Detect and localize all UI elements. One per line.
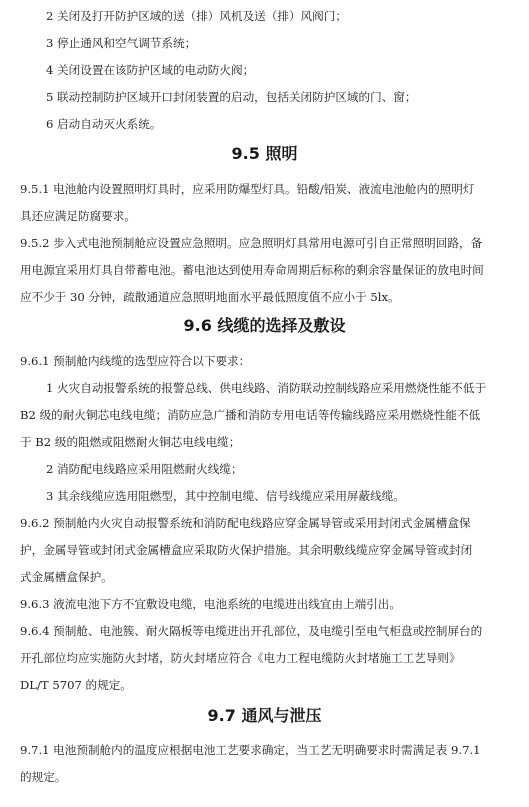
section-heading-9-7: 9.7 通风与泄压	[207, 706, 322, 725]
clause-9-6-2-cont: 式金属槽盒保护。	[20, 570, 113, 584]
clause-9-5-1: 9.5.1 电池舱内设置照明灯具时，应采用防爆型灯具。铅酸/铅炭、液流电池舱内的照明灯	[20, 182, 475, 196]
section-heading-9-5: 9.5 照明	[231, 144, 298, 163]
clause-9-5-2-cont: 用电源宜采用灯具自带蓄电池。蓄电池达到使用寿命周期后标称的剩余容量保证的放电时间	[20, 263, 484, 277]
section-heading-9-6: 9.6 线缆的选择及敷设	[183, 316, 346, 335]
list-item: 3 其余线缆应选用阻燃型，其中控制电缆、信号线缆应采用屏蔽线缆。	[46, 489, 405, 503]
list-item-cont: 于 B2 级的阻燃或阻燃耐火铜芯电线电缆；	[20, 435, 241, 449]
clause-9-7-1-cont: 的规定。	[20, 770, 67, 784]
clause-9-6-4: 9.6.4 预制舱、电池簇、耐火隔板等电缆进出开孔部位，及电缆引至电气柜盘或控制屏台的	[20, 624, 483, 638]
clause-9-6-3: 9.6.3 液流电池下方不宜敷设电缆，电池系统的电缆进出线宜由上端引出。	[20, 597, 401, 611]
clause-9-5-1-cont: 具还应满足防腐要求。	[20, 209, 136, 223]
clause-9-6-2-cont: 护，金属导管或封闭式金属槽盒应采取防火保护措施。其余明敷线缆应穿金属导管或封闭	[20, 543, 473, 557]
clause-9-6-1: 9.6.1 预制舱内线缆的选型应符合以下要求：	[20, 354, 251, 368]
list-item: 3 停止通风和空气调节系统；	[46, 36, 197, 50]
list-item: 1 火灾自动报警系统的报警总线、供电线路、消防联动控制线路应采用燃烧性能不低于	[46, 381, 487, 395]
list-item: 4 关闭设置在该防护区域的电动防火阀；	[46, 63, 255, 77]
clause-9-5-2-cont: 应不少于 30 分钟，疏散通道应急照明地面水平最低照度值不应小于 5lx。	[20, 290, 400, 304]
list-item: 2 关闭及打开防护区域的送（排）风机及送（排）风阀门；	[46, 9, 347, 23]
clause-9-6-2: 9.6.2 预制舱内火灾自动报警系统和消防配电线路应穿金属导管或采用封闭式金属槽盒保	[20, 516, 471, 530]
clause-9-7-1: 9.7.1 电池预制舱内的温度应根据电池工艺要求确定，当工艺无明确要求时需满足表 9.7.1	[20, 743, 481, 757]
list-item: 2 消防配电线路应采用阻燃耐火线缆；	[46, 462, 243, 476]
clause-9-5-2: 9.5.2 步入式电池预制舱应设置应急照明。应急照明灯具常用电源可引自正常照明回路，备	[20, 236, 483, 250]
list-item: 5 联动控制防护区域开口封闭装置的启动，包括关闭防护区域的门、窗；	[46, 90, 417, 104]
list-item: 6 启动自动灭火系统。	[46, 117, 162, 131]
clause-9-6-4-cont: 开孔部位均应实施防火封堵，防火封堵应符合《电力工程电缆防火封堵施工工艺导则》	[20, 651, 461, 665]
list-item-cont: B2 级的耐火铜芯电线电缆；消防应急广播和消防专用电话等传输线路应采用燃烧性能不低	[20, 408, 481, 422]
clause-9-6-4-cont: DL/T 5707 的规定。	[20, 678, 132, 692]
